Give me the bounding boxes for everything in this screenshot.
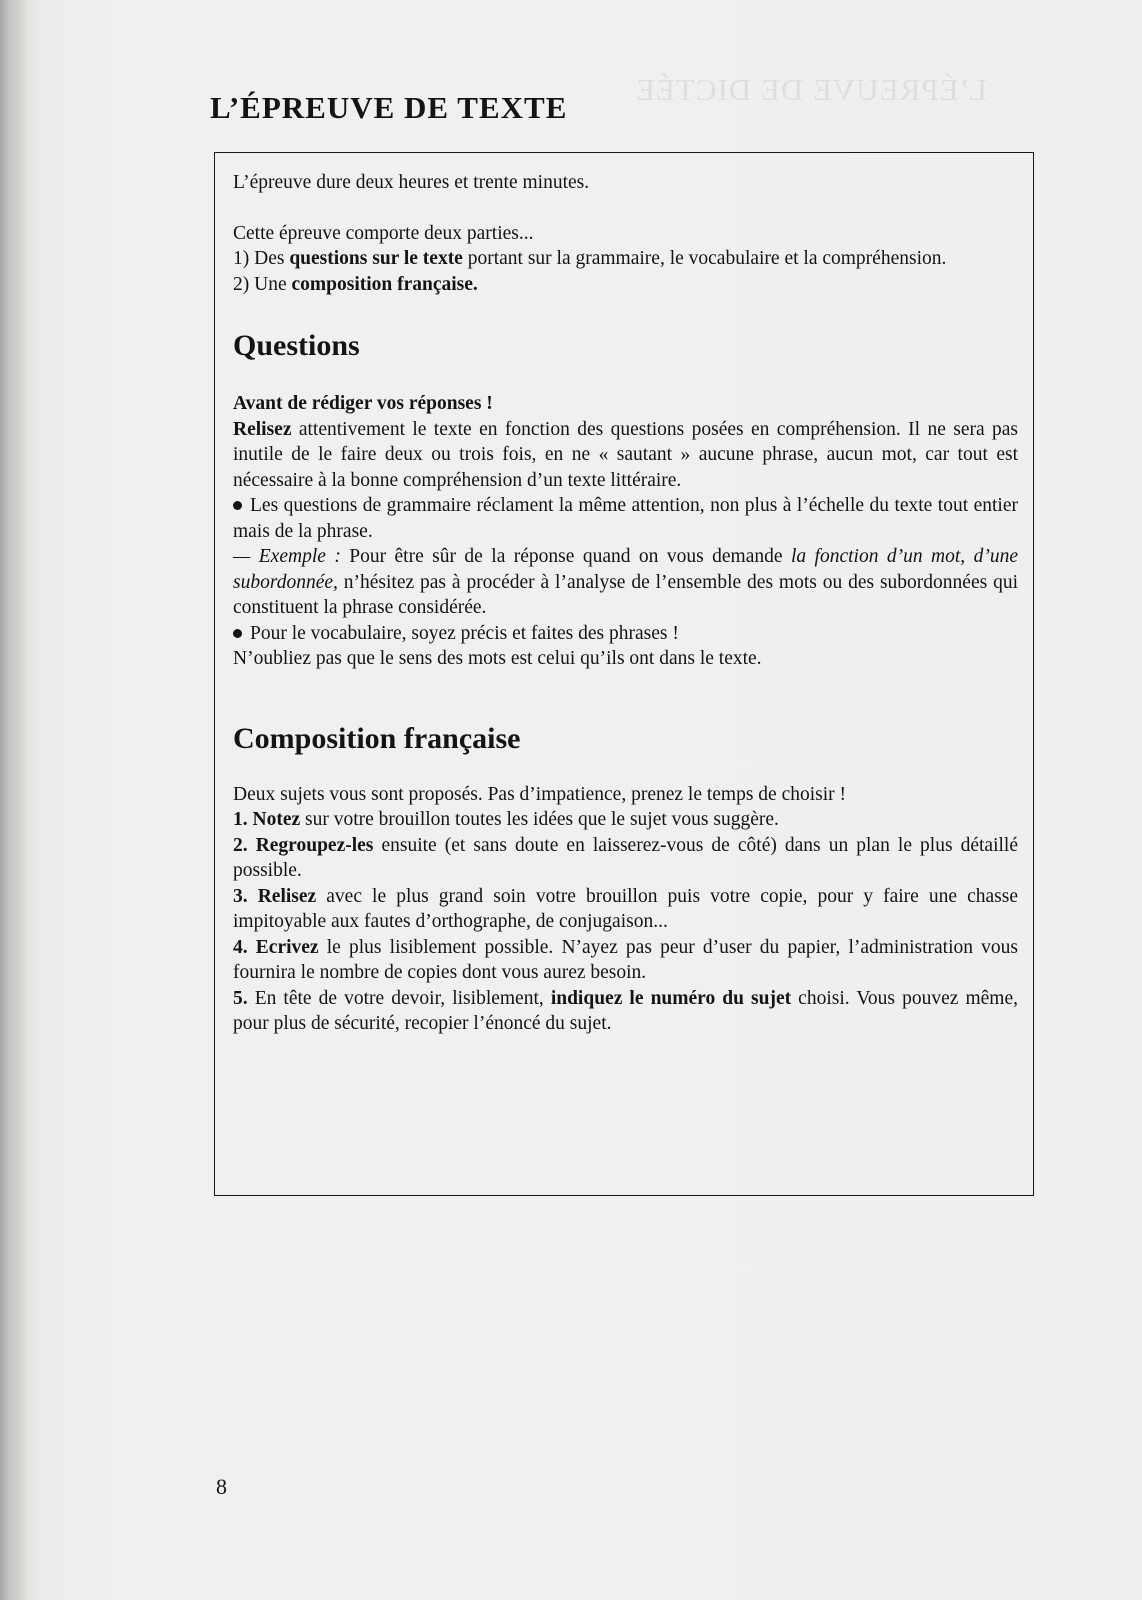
bleed-through-title: L’ÉPREUVE DE DICTÉE xyxy=(635,72,987,107)
bullet-icon xyxy=(233,629,242,638)
composition-step: 1. Notez sur votre brouillon toutes les idées que le sujet vous suggère. xyxy=(233,809,779,830)
composition-intro: Deux sujets vous sont proposés. Pas d’impatience, prenez le temps de choisir ! xyxy=(233,783,847,805)
reread-paragraph: Relisez attentivement le texte en fonction des questions posées en compréhension. Il ne sera pas inutile de le faire deux ou trois fois, en ne « sautant » aucune phrase, aucun mot, car tout est nécessaire à la bonne compréhension d’un texte littéraire. xyxy=(233,418,1018,491)
example-paragraph: — Exemple : Pour être sûr de la réponse quand on vous demande la fonction d’un mot, d’une subordonnée, n’hésitez pas à procéder à l’analyse de l’ensemble des mots ou des subordonnées qui constituent la phrase considérée. xyxy=(233,546,1019,618)
questions-heading: Questions xyxy=(233,329,360,362)
grammar-paragraph: Les questions de grammaire réclament la même attention, non plus à l’échelle du texte tout entier mais de la phrase. xyxy=(233,495,1018,542)
part-2: 2) Une composition française. xyxy=(233,273,478,295)
before-label: Avant de rédiger vos réponses ! xyxy=(233,393,493,414)
composition-step: 2. Regroupez-les ensuite (et sans doute en laisserez-vous de côté) dans un plan le plus détaillé possible. xyxy=(233,834,1018,881)
part-1: 1) Des questions sur le texte portant sur la grammaire, le vocabulaire et la compréhension. xyxy=(233,248,947,269)
composition-step: 3. Relisez avec le plus grand soin votre brouillon puis votre copie, pour y faire une chasse impitoyable aux fautes d’orthographe, de conjugaison... xyxy=(233,885,1018,932)
bullet-icon xyxy=(233,501,242,510)
reminder-paragraph: N’oubliez pas que le sens des mots est celui qu’ils ont dans le texte. xyxy=(233,648,762,669)
composition-step: 4. Ecrivez le plus lisiblement possible. N’ayez pas peur d’user du papier, l’administration vous fournira le nombre de copies dont vous aurez besoin. xyxy=(233,936,1019,983)
composition-heading: Composition française xyxy=(233,721,521,755)
binding-shadow xyxy=(0,0,28,1600)
vocab-paragraph: Pour le vocabulaire, soyez précis et faites des phrases ! xyxy=(233,621,1018,647)
frame-content xyxy=(233,170,1018,1037)
duration-text: L’épreuve dure deux heures et trente minutes. xyxy=(233,172,590,193)
page-title: L’ÉPREUVE DE TEXTE xyxy=(210,90,568,125)
composition-steps xyxy=(233,807,1018,1037)
parts-intro: Cette épreuve comporte deux parties... xyxy=(233,222,534,244)
page-number: 8 xyxy=(216,1474,227,1499)
composition-step: 5. En tête de votre devoir, lisiblement, indiquez le numéro du sujet choisi. Vous pouvez même, pour plus de sécurité, recopier l’énoncé du sujet. xyxy=(233,987,1018,1034)
part-1-bold: questions sur le texte xyxy=(289,248,463,269)
part-2-bold: composition française. xyxy=(291,273,478,295)
